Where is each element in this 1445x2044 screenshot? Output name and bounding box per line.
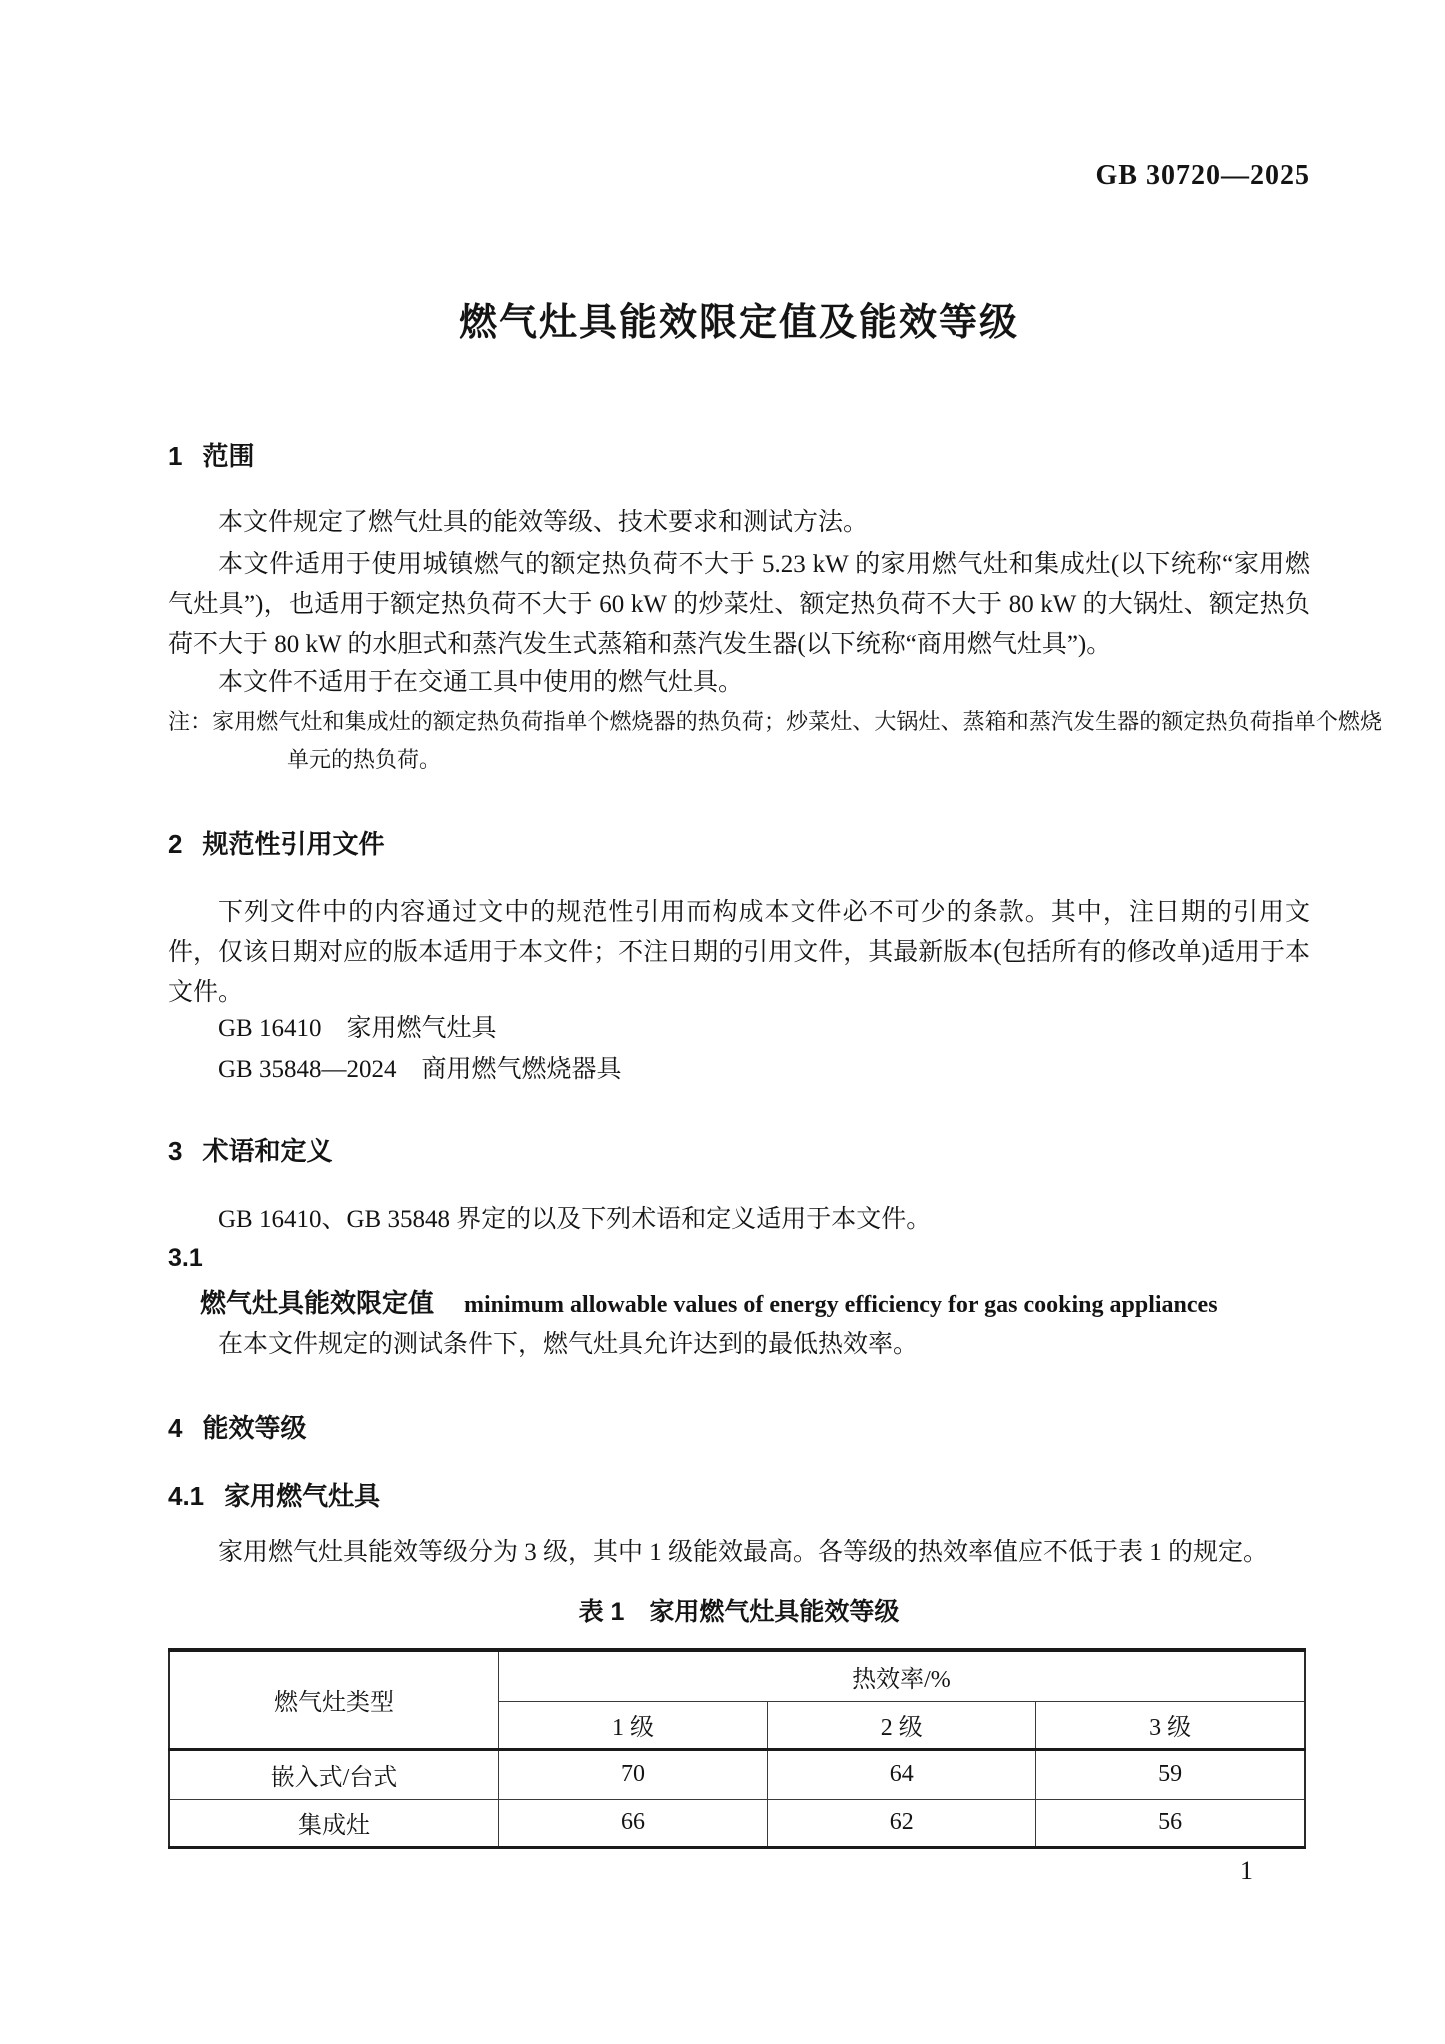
reference-gb16410: GB 16410 家用燃气灶具 — [218, 1015, 497, 1042]
standard-code: GB 30720—2025 — [1095, 160, 1310, 191]
section-2-number: 2 — [168, 829, 183, 859]
cell-integrated-grade3: 56 — [1036, 1799, 1305, 1847]
cell-integrated-grade1: 66 — [498, 1799, 767, 1847]
section-1-number: 1 — [168, 441, 183, 471]
cell-type-builtin: 嵌入式/台式 — [169, 1749, 498, 1799]
section-4-heading — [168, 1408, 1310, 1445]
section-1-heading — [168, 436, 1310, 473]
table-row — [169, 1799, 1305, 1847]
page-number: 1 — [1240, 1856, 1253, 1885]
section-3-title: 术语和定义 — [202, 1136, 333, 1166]
table-header-grade-3: 3 级 — [1036, 1701, 1305, 1749]
cell-builtin-grade1: 70 — [498, 1749, 767, 1799]
section-4-1-title: 家用燃气灶具 — [224, 1481, 381, 1511]
section-4-number: 4 — [168, 1413, 183, 1443]
scope-paragraph-2: 本文件适用于使用城镇燃气的额定热负荷不大于 5.23 kW 的家用燃气灶和集成灶(以下统称“家用燃气灶具”)，也适用于额定热负荷不大于 60 kW 的炒菜灶、额定热负荷不大于 80 kW 的大锅灶、额定热负荷不大于 80 kW 的水胆式和蒸汽发生式蒸箱和蒸汽发生器(以下统称“商用燃气灶具”)。 — [168, 551, 1310, 658]
term-definition-line — [168, 1283, 1310, 1320]
cell-integrated-grade2: 62 — [768, 1799, 1036, 1847]
reference-gb35848: GB 35848—2024 商用燃气燃烧器具 — [218, 1056, 622, 1083]
section-1-title: 范围 — [202, 441, 255, 471]
table-header-grade-2: 2 级 — [768, 1701, 1036, 1749]
document-title: 燃气灶具能效限定值及能效等级 — [458, 302, 1019, 344]
table-1-caption: 表 1 家用燃气灶具能效等级 — [578, 1598, 900, 1626]
table-header-thermal-efficiency: 热效率/% — [498, 1650, 1305, 1701]
scope-paragraph-1: 本文件规定了燃气灶具的能效等级、技术要求和测试方法。 — [218, 509, 869, 536]
table-header-stove-type: 燃气灶类型 — [169, 1650, 498, 1749]
normative-references-paragraph: 下列文件中的内容通过文中的规范性引用而构成本文件必不可少的条款。其中，注日期的引用文件，仅该日期对应的版本适用于本文件；不注日期的引用文件，其最新版本(包括所有的修改单)适用于本文件。 — [168, 899, 1310, 1006]
table-row — [169, 1749, 1305, 1799]
section-2-title: 规范性引用文件 — [202, 829, 385, 859]
scope-paragraph-3: 本文件不适用于在交通工具中使用的燃气灶具。 — [218, 669, 744, 696]
section-4-1-heading — [168, 1476, 1310, 1513]
clause-3-1-number: 3.1 — [168, 1244, 203, 1272]
table-1 — [168, 1648, 1306, 1849]
table-header-grade-1: 1 级 — [498, 1701, 767, 1749]
term-chinese: 燃气灶具能效限定值 — [200, 1288, 435, 1318]
section-4-title: 能效等级 — [202, 1413, 307, 1443]
energy-grade-paragraph: 家用燃气灶具能效等级分为 3 级，其中 1 级能效最高。各等级的热效率值应不低于表 1 的规定。 — [218, 1539, 1269, 1566]
term-english: minimum allowable values of energy efficiency for gas cooking appliances — [464, 1292, 1218, 1318]
section-3-number: 3 — [168, 1136, 183, 1166]
cell-type-integrated: 集成灶 — [169, 1799, 498, 1847]
scope-note: 注：家用燃气灶和集成灶的额定热负荷指单个燃烧器的热负荷；炒菜灶、大锅灶、蒸箱和蒸汽发生器的额定热负荷指单个燃烧单元的热负荷。 — [168, 709, 1382, 772]
section-4-1-number: 4.1 — [168, 1481, 205, 1511]
section-2-heading — [168, 824, 1310, 861]
cell-builtin-grade3: 59 — [1036, 1749, 1305, 1799]
cell-builtin-grade2: 64 — [768, 1749, 1036, 1799]
section-3-heading — [168, 1131, 1310, 1168]
term-definition-text: 在本文件规定的测试条件下，燃气灶具允许达到的最低热效率。 — [218, 1331, 919, 1358]
terms-intro-paragraph: GB 16410、GB 35848 界定的以及下列术语和定义适用于本文件。 — [218, 1206, 932, 1233]
